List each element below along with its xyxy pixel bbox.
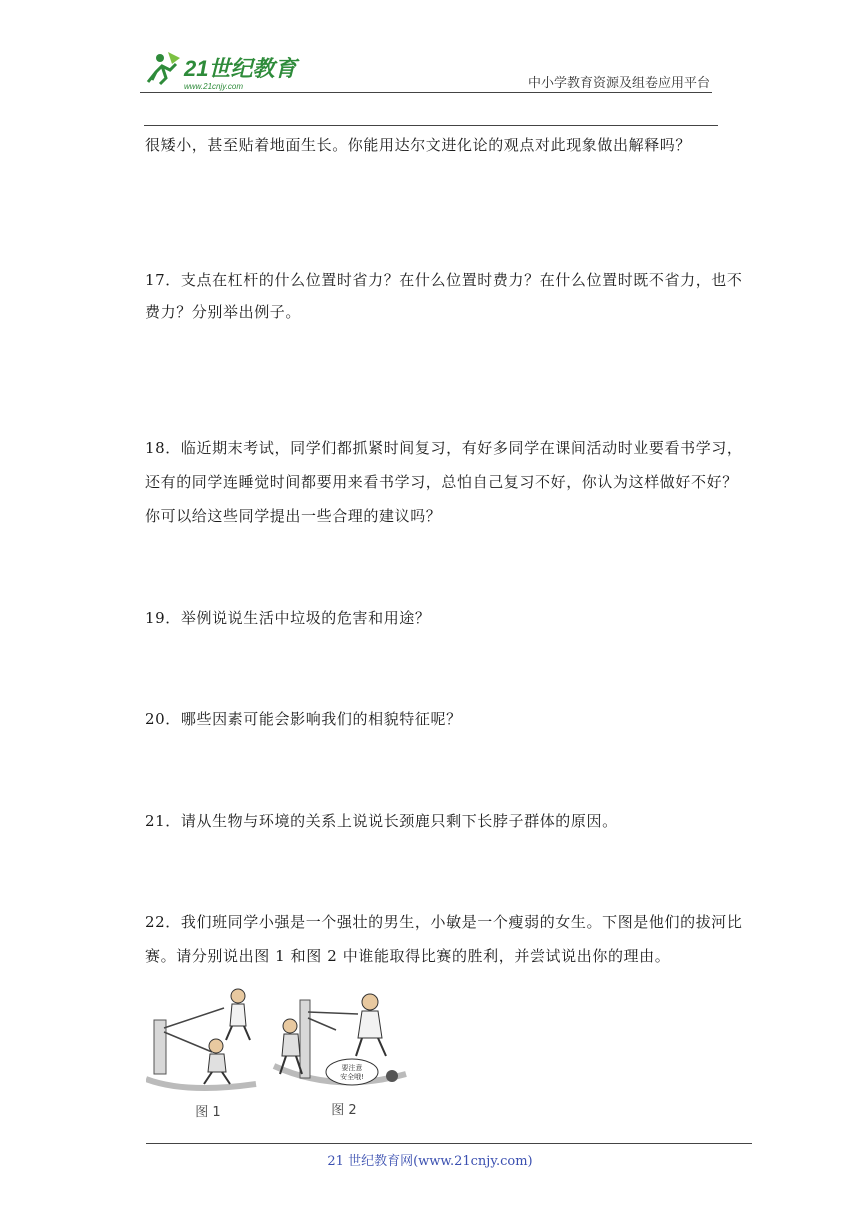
question-22: 22．我们班同学小强是一个强壮的男生，小敏是一个瘦弱的女生。下图是他们的拔河比 — [145, 913, 743, 931]
footer-text: 21 世纪教育网(www.21cnjy.com) — [327, 1154, 533, 1169]
tug-of-war-figure — [146, 984, 416, 1124]
content-divider — [144, 125, 718, 126]
logo-url: www.21cnjy.com — [184, 82, 243, 91]
footer-divider — [146, 1143, 752, 1144]
logo-text: 21世纪教育 — [184, 56, 297, 81]
figure-2-caption: 图 2 — [331, 1103, 357, 1118]
text-line: 你可以给这些同学提出一些合理的建议吗？ — [145, 507, 442, 525]
question-19: 19．举例说说生活中垃圾的危害和用途？ — [145, 609, 431, 627]
question-21: 21．请从生物与环境的关系上说说长颈鹿只剩下长脖子群体的原因。 — [145, 812, 618, 830]
header-divider — [140, 92, 712, 93]
text-line: 还有的同学连睡觉时间都要用来看书学习，总怕自己复习不好，你认为这样做好不好？ — [145, 473, 738, 491]
text-line: 很矮小，甚至贴着地面生长。你能用达尔文进化论的观点对此现象做出解释吗？ — [145, 136, 692, 154]
speech-bubble-line1: 要注意 — [341, 1064, 363, 1072]
runner-icon — [148, 52, 180, 84]
site-logo — [140, 44, 310, 94]
platform-name: 中小学教育资源及组卷应用平台 — [527, 76, 710, 91]
text-line: 赛。请分别说出图 1 和图 2 中谁能取得比赛的胜利，并尝试说出你的理由。 — [145, 947, 671, 965]
figure-2-illustration — [274, 994, 406, 1085]
text-line: 费力？分别举出例子。 — [145, 303, 302, 321]
question-18: 18．临近期末考试，同学们都抓紧时间复习，有好多同学在课间活动时业要看书学习， — [145, 439, 743, 457]
figure-1-illustration — [146, 989, 256, 1088]
figure-1-caption: 图 1 — [195, 1105, 221, 1120]
question-17: 17．支点在杠杆的什么位置时省力？在什么位置时费力？在什么位置时既不省力，也不 — [145, 271, 743, 289]
question-20: 20．哪些因素可能会影响我们的相貌特征呢？ — [145, 710, 462, 728]
speech-bubble-line2: 安全哦! — [340, 1073, 364, 1081]
